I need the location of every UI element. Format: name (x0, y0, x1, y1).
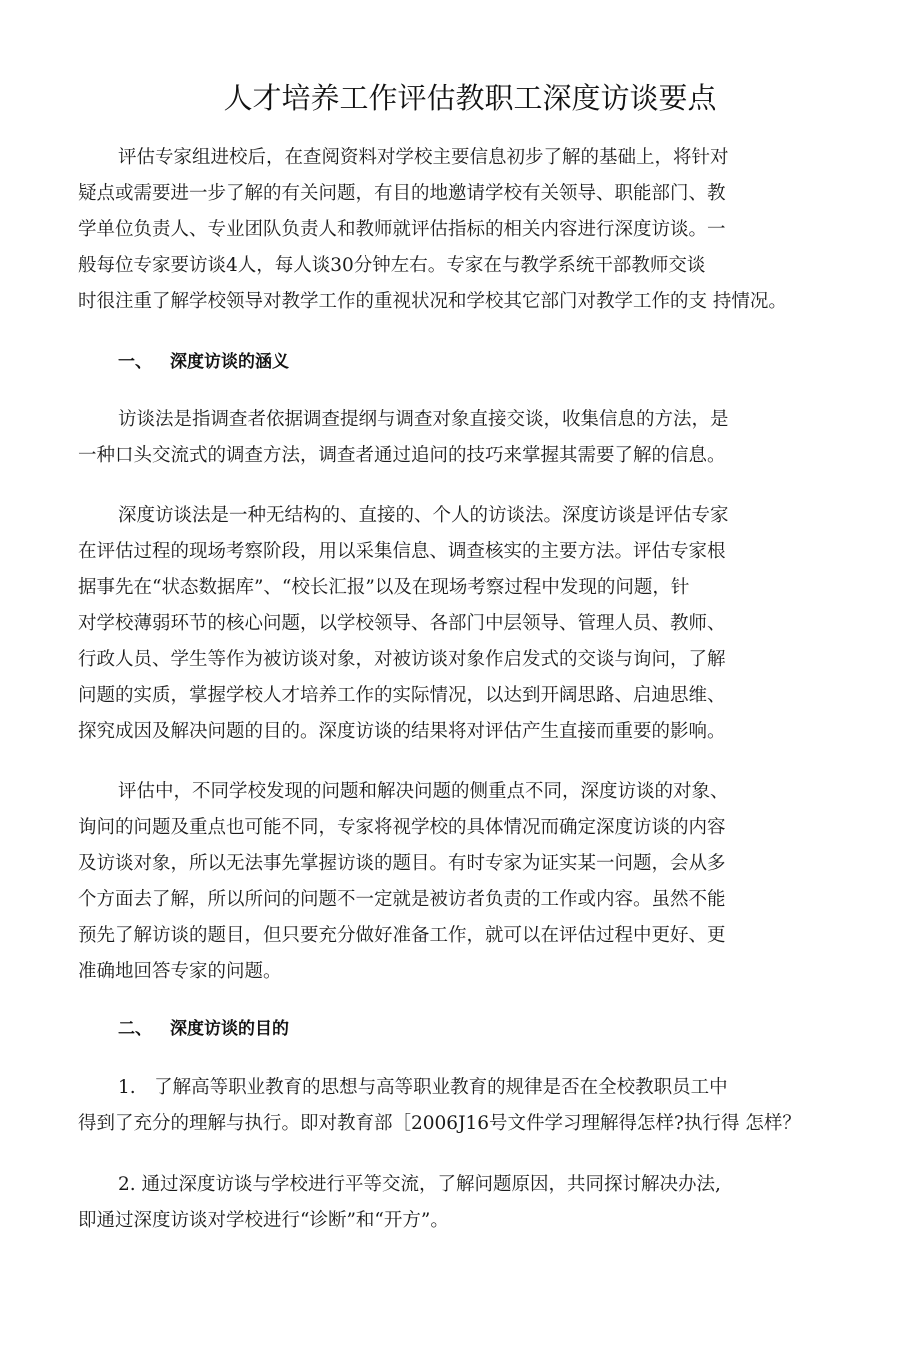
text-line: 行政人员、学生等作为被访谈对象，对被访谈对象作启发式的交谈与询问，了解 (78, 649, 726, 670)
text-line: 访谈法是指调查者依据调查提纲与调查对象直接交谈，收集信息的方法，是 (118, 409, 729, 430)
text-line: 预先了解访谈的题目，但只要充分做好准备工作，就可以在评估过程中更好、更 (78, 925, 726, 946)
section-heading-1 (118, 349, 289, 375)
text-line: 时很注重了解学校领导对教学工作的重视状况和学校其它部门对教学工作的支 持情况。 (78, 291, 787, 312)
text-line: 及访谈对象，所以无法事先掌握访谈的题目。有时专家为证实某一问题，会从多 (78, 853, 726, 874)
text-line: 得到了充分的理解与执行。即对教育部［2006J16号文件学习理解得怎样?执行得 怎样？ (78, 1113, 801, 1134)
text-line: 问题的实质，掌握学校人才培养工作的实际情况，以达到开阔思路、启迪思维、 (78, 685, 726, 706)
text-line: 学单位负责人、专业团队负责人和教师就评估指标的相关内容进行深度访谈。一 (78, 219, 726, 240)
text-line: 询问的问题及重点也可能不同，专家将视学校的具体情况而确定深度访谈的内容 (78, 817, 726, 838)
text-line: 即通过深度访谈对学校进行“诊断”和“开方”。 (78, 1210, 449, 1231)
text-line: 探究成因及解决问题的目的。深度访谈的结果将对评估产生直接而重要的影响。 (78, 721, 726, 742)
text-line: 评估专家组进校后，在查阅资料对学校主要信息初步了解的基础上，将针对 (118, 147, 729, 168)
text-line: 评估中，不同学校发现的问题和解决问题的侧重点不同，深度访谈的对象、 (118, 781, 729, 802)
section-heading-text: 深度访谈的目的 (170, 1019, 289, 1039)
text-line: 深度访谈法是一种无结构的、直接的、个人的访谈法。深度访谈是评估专家 (118, 505, 729, 526)
section-heading-text: 深度访谈的涵义 (170, 352, 289, 372)
text-line: 疑点或需要进一步了解的有关问题，有目的地邀请学校有关领导、职能部门、教 (78, 183, 726, 204)
document-title: 人才培养工作评估教职工深度访谈要点 (223, 81, 717, 115)
text-line: 据事先在“状态数据库”、“校长汇报”以及在现场考察过程中发现的问题，针 (78, 577, 690, 598)
text-line: 准确地回答专家的问题。 (78, 961, 282, 982)
text-line: 对学校薄弱环节的核心问题，以学校领导、各部门中层领导、管理人员、教师、 (78, 613, 726, 634)
text-line: 1. 了解高等职业教育的思想与高等职业教育的规律是否在全校教职员工中 (118, 1077, 728, 1098)
text-line: 2. 通过深度访谈与学校进行平等交流，了解问题原因，共同探讨解决办法, (118, 1174, 721, 1195)
section-heading-2 (118, 1016, 289, 1042)
text-line: 一种口头交流式的调查方法，调查者通过追问的技巧来掌握其需要了解的信息。 (78, 445, 726, 466)
text-line: 个方面去了解，所以所问的问题不一定就是被访者负责的工作或内容。虽然不能 (78, 889, 726, 910)
text-line: 在评估过程的现场考察阶段，用以采集信息、调查核实的主要方法。评估专家根 (78, 541, 726, 562)
text-line: 般每位专家要访谈4人，每人谈30分钟左右。专家在与教学系统干部教师交谈 (78, 255, 706, 276)
section-number: 二、 (118, 1019, 152, 1039)
section-number: 一、 (118, 352, 152, 372)
